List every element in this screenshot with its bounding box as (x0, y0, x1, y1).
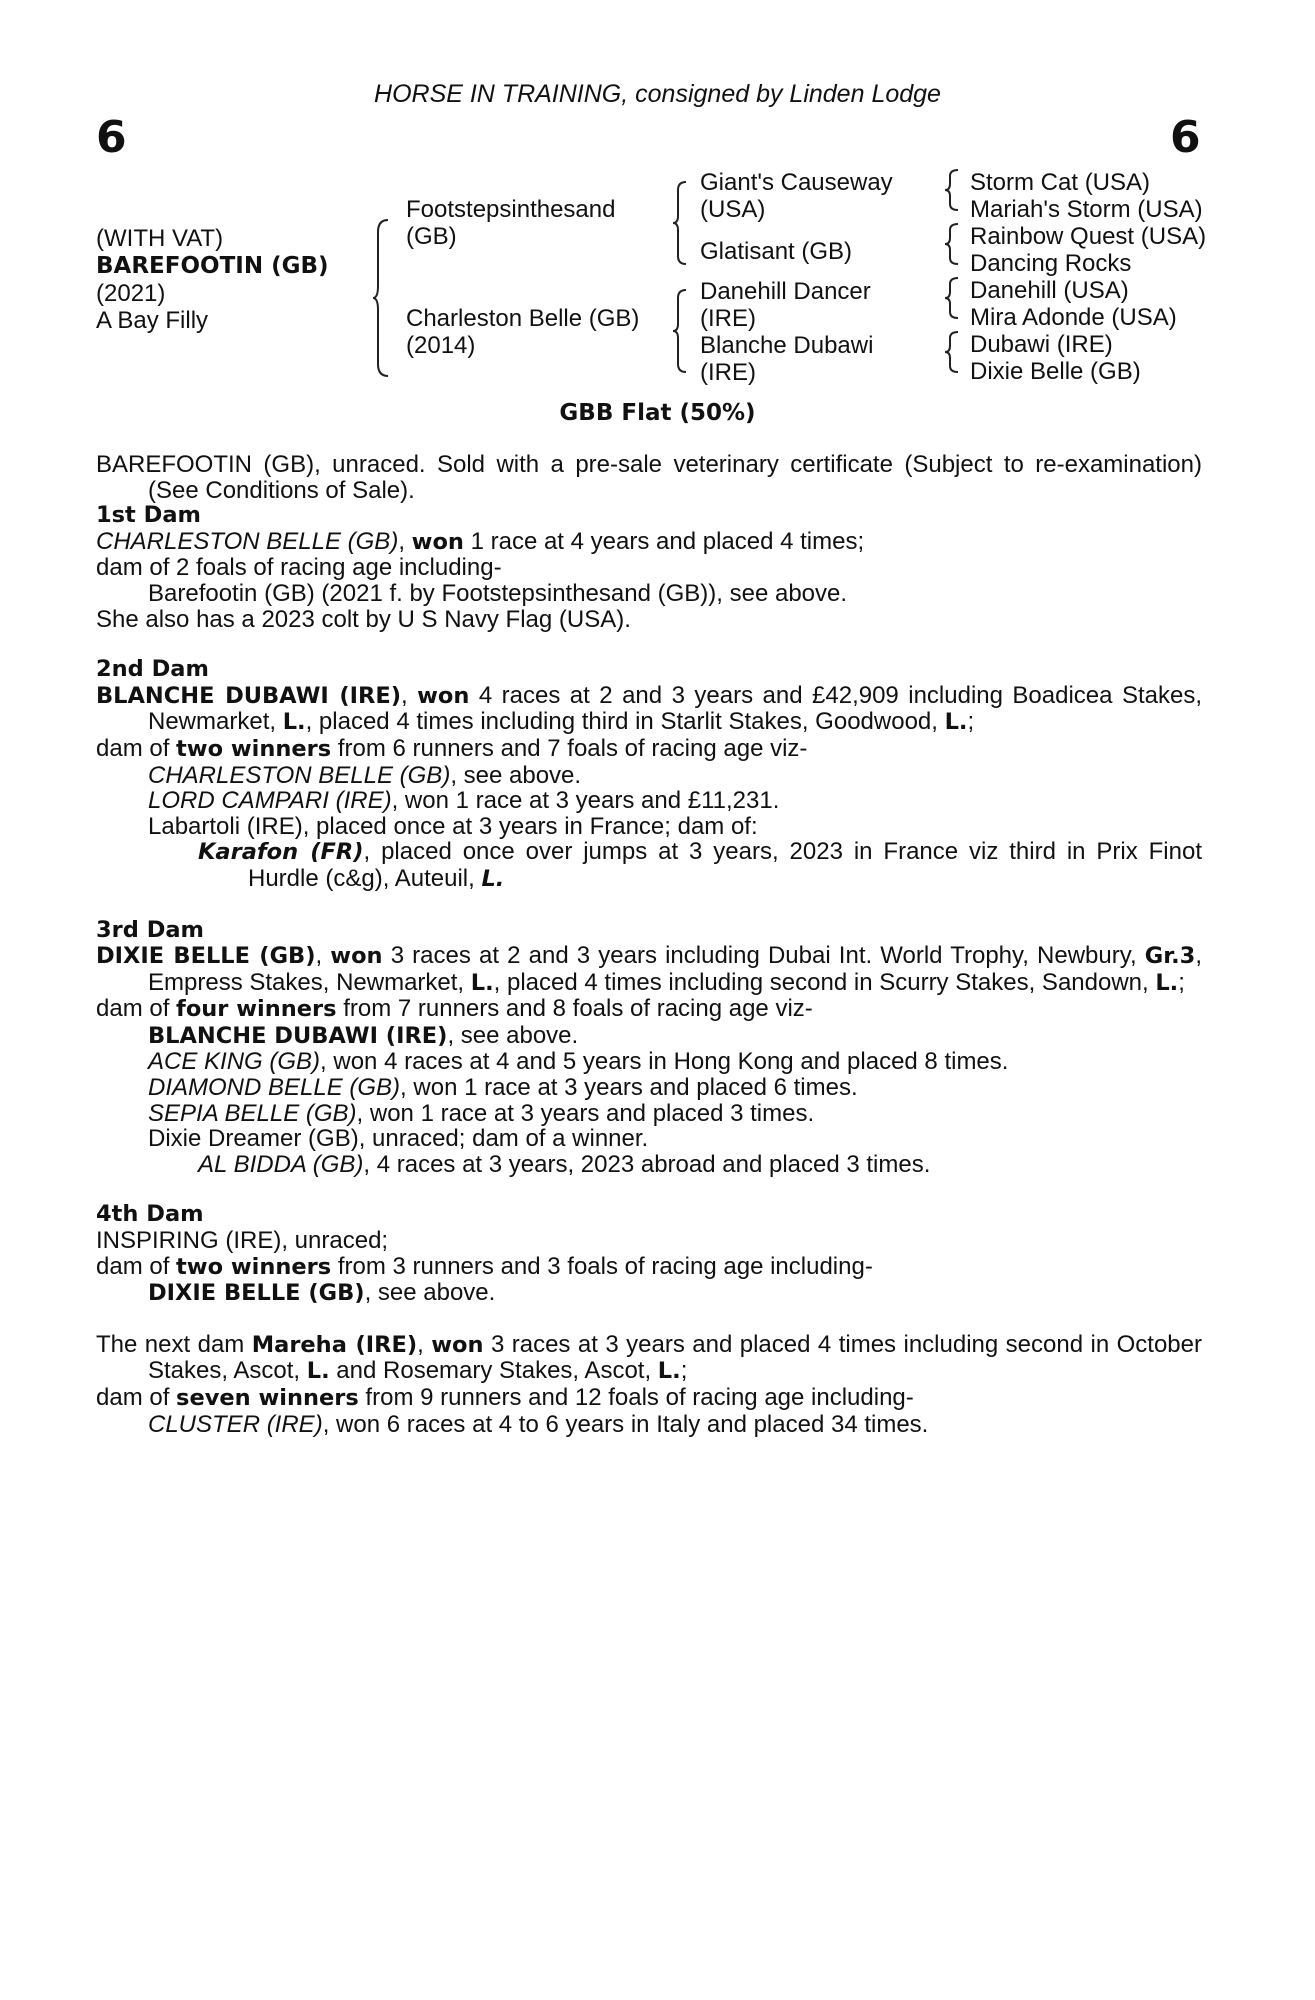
listed-label: L. (470, 969, 494, 996)
punctuation: ; (680, 1357, 688, 1385)
dam-of-text: from 3 runners and 3 foals of racing age including- (331, 1252, 873, 1280)
offspring-line (96, 1412, 1202, 1438)
next-dam-text: The next dam (96, 1330, 252, 1358)
gen4-name: Danehill (USA) (970, 277, 1129, 304)
dam-name: BLANCHE DUBAWI (IRE) (96, 682, 402, 709)
won-label: won (411, 528, 464, 555)
offspring-name: SEPIA BELLE (GB) (148, 1099, 357, 1127)
catalogue-body (96, 452, 1202, 1437)
first-dam-section (96, 503, 1202, 632)
section-heading: 4th Dam (96, 1201, 204, 1228)
gen3-name: Danehill Dancer (700, 278, 871, 305)
offspring-record: , won 4 races at 4 and 5 years in Hong Kong and placed 8 times. (320, 1048, 1009, 1076)
offspring-name: CHARLESTON BELLE (GB) (148, 761, 451, 789)
intro-horse-name: BAREFOOTIN (GB) (96, 451, 315, 478)
dam-line: CHARLESTON BELLE (GB), won 1 race at 4 years and placed 4 times; (96, 527, 865, 555)
dam-line: DIXIE BELLE (GB), won 3 races at 2 and 3 years including Dubai Int. World Trophy, Newbury, Gr.3, Empress Stakes, Newmarket, L., placed 4 times including second in Scurry Stakes, Sandown, L.; (96, 942, 1202, 996)
note-line: She also has a 2023 colt by U S Navy Flag (USA). (96, 605, 631, 633)
gen4-name: Dancing Rocks (970, 250, 1132, 277)
listed-label: L. (282, 709, 306, 736)
gen3-dam-dam (700, 332, 873, 386)
pedigree-brace (672, 180, 688, 266)
offspring-record: , won 1 race at 3 years and placed 6 times. (400, 1074, 858, 1102)
offspring-name: ACE KING (GB) (148, 1048, 321, 1076)
sire-origin: (GB) (406, 223, 457, 250)
winners-count: two winners (176, 1253, 332, 1280)
lot-number-right: 6 (1170, 112, 1201, 163)
offspring-name: LORD CAMPARI (IRE) (148, 787, 392, 815)
gen4-name: Dixie Belle (GB) (970, 358, 1141, 385)
gen4-name: Storm Cat (USA) (970, 169, 1151, 196)
offspring-line (96, 763, 1202, 789)
gen3-origin: (USA) (700, 196, 766, 223)
dam-of-text: dam of (96, 1252, 177, 1280)
section-heading: 2nd Dam (96, 656, 209, 683)
won-label: won (431, 1331, 484, 1358)
gen3-sire-dam (700, 238, 852, 265)
dam-record: , placed 4 times including second in Scurry Stakes, Sandown, (493, 968, 1156, 996)
gen3-name: Blanche Dubawi (700, 332, 874, 359)
offspring-name: AL BIDDA (GB) (198, 1150, 364, 1178)
offspring-name: Karafon (FR) (198, 839, 364, 866)
gen4-name: Dubawi (IRE) (970, 331, 1113, 358)
offspring-record: , 4 races at 3 years, 2023 abroad and placed 3 times. (363, 1150, 931, 1178)
dam-line: BLANCHE DUBAWI (IRE), won 4 races at 2 and 3 years and £42,909 including Boadicea Stakes, Newmarket, L., placed 4 times including third in Starlit Stakes, Goodwood, L.; (96, 681, 1202, 736)
dam-record: 4 races at 2 and 3 years and £42,909 including Boadicea Stakes, Newmarket, (148, 681, 1202, 736)
dam-line: The next dam Mareha (IRE), won 3 races at 3 years and placed 4 times including second in October Stakes, Ascot, L. and Rosemary Stakes, Ascot, L.; (96, 1330, 1202, 1385)
catalogue-header: HORSE IN TRAINING, consigned by Linden Lodge (374, 80, 941, 108)
dam-record: 1 race at 4 years and placed 4 times; (463, 527, 865, 555)
dam-of-line (96, 1385, 1202, 1412)
listed-label: L. (1155, 969, 1179, 996)
pedigree-brace (672, 288, 688, 374)
offspring-line (96, 1049, 1202, 1075)
dam-of-text: dam of (96, 1384, 177, 1411)
gen4-ancestors (970, 169, 1206, 385)
gen4-name: Rainbow Quest (USA) (970, 223, 1207, 250)
vat-label: (WITH VAT) (96, 225, 224, 252)
winners-count: four winners (176, 996, 337, 1023)
listed-label: L. (306, 1358, 330, 1385)
listed-label: L. (944, 709, 968, 736)
punctuation: ; (1178, 968, 1185, 996)
dam-record: and Rosemary Stakes, Ascot, (329, 1357, 658, 1385)
gen3-origin: (IRE) (700, 305, 756, 332)
offspring-record: , see above. (447, 1021, 579, 1049)
pedigree-brace-large (372, 218, 392, 378)
gen3-origin: (IRE) (700, 359, 756, 386)
gen3-dam-sire (700, 278, 871, 332)
gen3-name: Giant's Causeway (700, 169, 893, 196)
offspring-record: , placed once over jumps at 3 years, 2023 in France viz third in Prix Finot Hurdle (c&g), Auteuil, (248, 838, 1203, 892)
dam-of-line (96, 996, 1202, 1023)
intro-paragraph (96, 452, 1202, 503)
winners-count: two winners (176, 735, 332, 762)
sire (406, 196, 615, 250)
offspring-line (96, 1075, 1202, 1101)
fourth-dam-section (96, 1202, 1202, 1306)
gen4-name: Mariah's Storm (USA) (970, 196, 1203, 223)
dam-record: 3 races at 3 years and placed 4 times including second in October Stakes, Ascot, (148, 1330, 1202, 1385)
dam-record: 3 races at 2 and 3 years including Dubai Int. World Trophy, Newbury, (382, 942, 1145, 970)
listed-label: L. (657, 1358, 681, 1385)
dam-of-text: from 9 runners and 12 foals of racing age including- (358, 1384, 914, 1411)
second-dam-section (96, 657, 1202, 892)
offspring-record: , won 1 race at 3 years and placed 3 times. (356, 1099, 815, 1127)
punctuation: ; (967, 708, 975, 736)
offspring-record: , see above. (450, 761, 582, 789)
dam-of-text: from 6 runners and 7 foals of racing age viz- (331, 734, 808, 762)
pedigree-brace (944, 330, 960, 374)
dam-name: DIXIE BELLE (GB) (96, 943, 316, 970)
dam-of-text: dam of (96, 734, 177, 762)
dam-of-text: from 7 runners and 8 foals of racing age viz- (336, 995, 813, 1023)
dam-of-text: dam of (96, 995, 177, 1023)
offspring-name: DIAMOND BELLE (GB) (148, 1074, 401, 1102)
lot-number-left: 6 (96, 112, 127, 163)
next-dam-section (96, 1332, 1202, 1437)
horse-name: BAREFOOTIN (GB) (96, 253, 329, 279)
offspring-line (96, 1101, 1202, 1127)
offspring-name: DIXIE BELLE (GB) (148, 1280, 365, 1307)
offspring-name: CLUSTER (IRE) (148, 1410, 323, 1438)
offspring-line: Dixie Dreamer (GB), unraced; dam of a winner. (148, 1125, 649, 1153)
won-label: won (330, 943, 383, 970)
grand-offspring-line (96, 839, 1202, 892)
offspring-line: Labartoli (IRE), placed once at 3 years in France; dam of: (148, 812, 758, 840)
dam-year: (2014) (406, 332, 476, 359)
dam-record: , placed 4 times including third in Starlit Stakes, Goodwood, (305, 708, 945, 736)
sire-name: Footstepsinthesand (406, 196, 616, 223)
intro-text: , unraced. Sold with a pre-sale veterinary certificate (Subject to re-examination) (See Conditions of Sale). (148, 451, 1202, 504)
third-dam-section (96, 918, 1202, 1178)
dam-line: INSPIRING (IRE), unraced; (96, 1227, 389, 1255)
pedigree-brace (944, 222, 960, 266)
dam-name: CHARLESTON BELLE (GB) (96, 527, 399, 555)
section-heading: 1st Dam (96, 502, 201, 529)
dam-name: Mareha (IRE) (251, 1331, 418, 1358)
offspring-line: Barefootin (GB) (2021 f. by Footstepsinthesand (GB)), see above. (148, 579, 848, 607)
dam-of-line (96, 1254, 1202, 1281)
gen4-name: Mira Adonde (USA) (970, 304, 1177, 331)
offspring-name: BLANCHE DUBAWI (IRE) (148, 1022, 448, 1049)
dam-of-line (96, 736, 1202, 763)
section-heading: 3rd Dam (96, 916, 204, 943)
horse-description: A Bay Filly (96, 307, 209, 334)
won-label: won (417, 682, 470, 709)
offspring-record: , see above. (364, 1279, 496, 1307)
offspring-line (96, 788, 1202, 814)
gen3-name: Glatisant (GB) (700, 238, 853, 265)
offspring-record: , won 1 race at 3 years and £11,231. (391, 787, 780, 815)
grand-offspring-line (96, 1152, 1202, 1178)
gen3-sire-sire (700, 169, 893, 223)
offspring-line (96, 1023, 1202, 1050)
listed-label: L. (481, 865, 505, 892)
dam-of-line: dam of 2 foals of racing age including- (96, 554, 502, 582)
winners-count: seven winners (176, 1385, 359, 1411)
horse-info (96, 225, 329, 334)
offspring-line (96, 1280, 1202, 1307)
offspring-record: , won 6 races at 4 to 6 years in Italy and placed 34 times. (322, 1410, 929, 1438)
dam-record: , Empress Stakes, Newmarket, (148, 942, 1202, 996)
dam-name: Charleston Belle (GB) (406, 305, 640, 332)
pedigree-brace (944, 168, 960, 212)
dam (406, 305, 639, 359)
gbb-rating: GBB Flat (50%) (559, 400, 756, 426)
group-label: Gr.3 (1144, 943, 1196, 970)
horse-year: (2021) (96, 280, 166, 307)
pedigree-brace (944, 276, 960, 320)
